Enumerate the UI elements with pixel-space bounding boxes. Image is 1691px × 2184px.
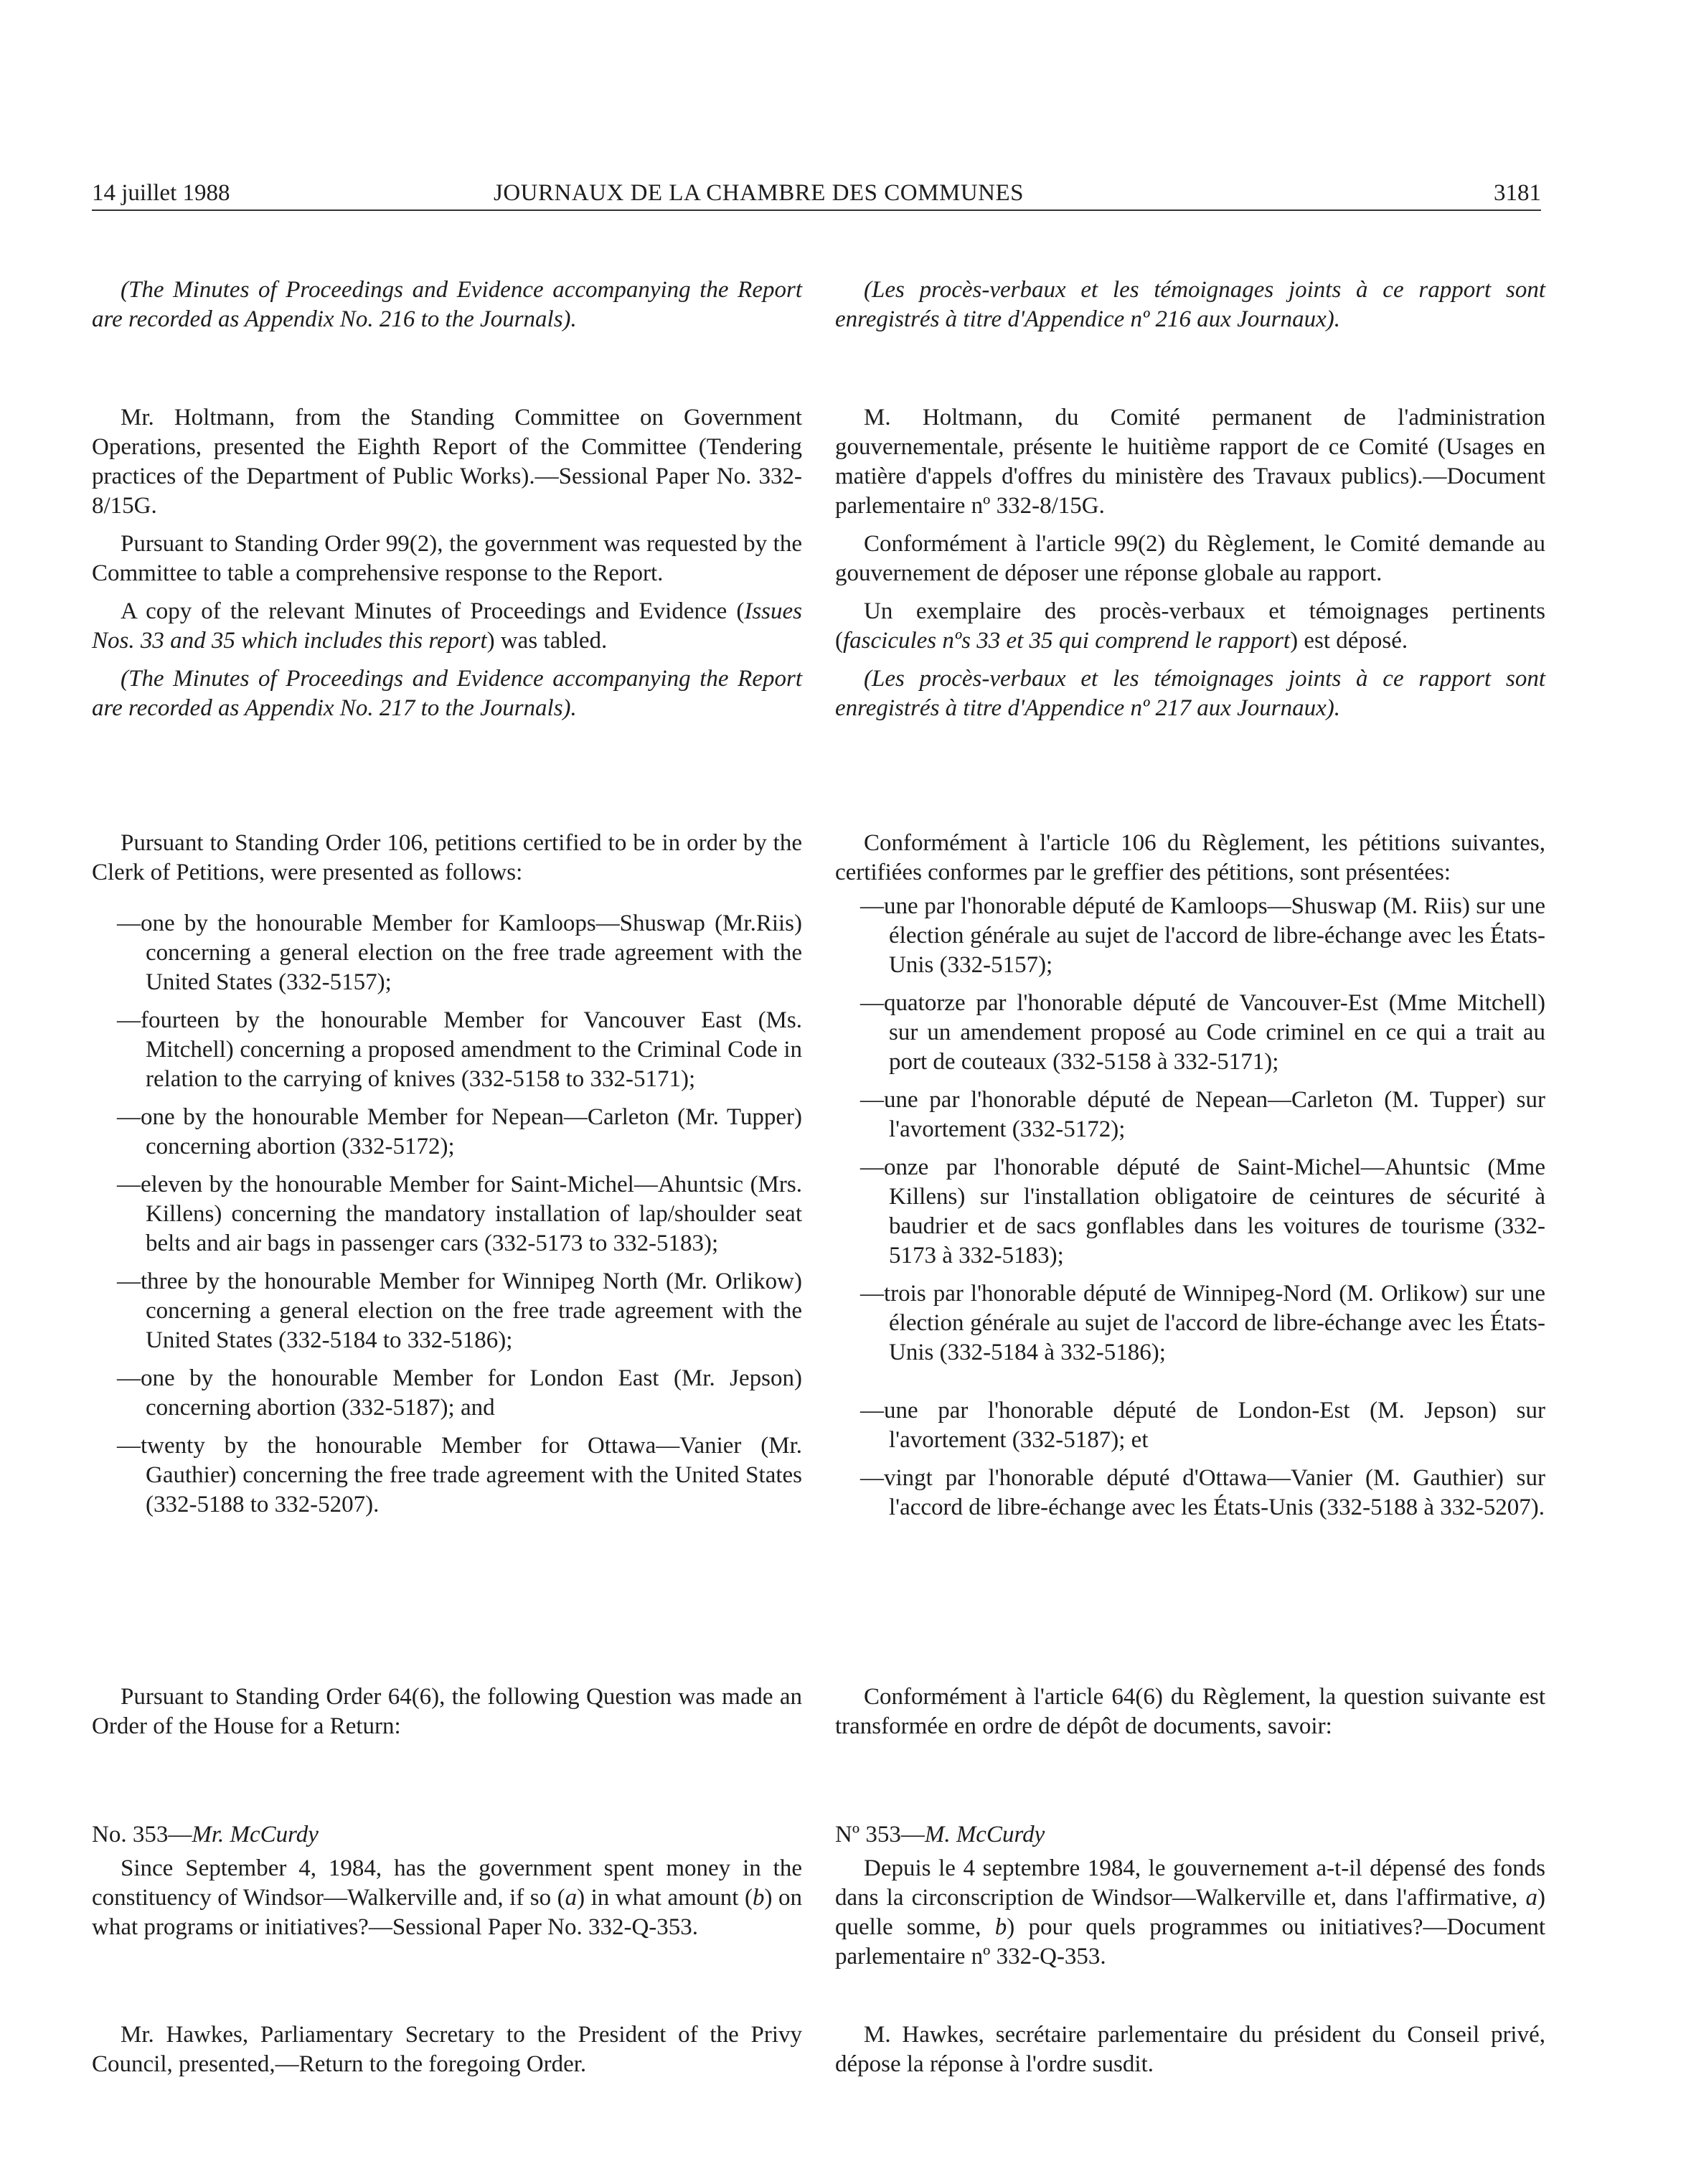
- appendix-216-note-fr: (Les procès-verbaux et les témoignages joints à ce rapport sont enregistrés à titre d'Appendice nº 216 aux Journaux).: [835, 277, 1545, 332]
- header-page-number: 3181: [1494, 180, 1541, 206]
- hawkes-return-paragraph: Mr. Hawkes, Parliamentary Secretary to the President of the Privy Council, presented,—Return to the foregoing Order.: [92, 2022, 802, 2077]
- appendix-217-note: (The Minutes of Proceedings and Evidence accompanying the Report are recorded as Appendix No. 217 to the Journals).: [92, 666, 802, 721]
- question-text-fr: Depuis le 4 septembre 1984, le gouvernement a-t-il dépensé des fonds dans la circonscription de Windsor—Walkerville et, dans l'affirmative, a) quelle somme, b) pour quels programmes ou initiatives?—Document parlementaire nº 332-Q-353.: [835, 1855, 1545, 1969]
- question-heading-fr: Nº 353—M. McCurdy: [835, 1822, 1045, 1848]
- petitions-block-fr: [835, 829, 1545, 1522]
- appendix-217-note-fr: (Les procès-verbaux et les témoignages joints à ce rapport sont enregistrés à titre d'Appendice nº 217 aux Journaux).: [835, 666, 1545, 721]
- petition-item-fr: —trois par l'honorable député de Winnipeg-Nord (M. Orlikow) sur une élection générale au sujet de l'accord de libre-échange avec les États-Unis (332-5184 à 332-5186);: [860, 1281, 1545, 1365]
- petition-item: —one by the honourable Member for Kamloops—Shuswap (Mr.Riis) concerning a general election on the free trade agreement with the United States (332-5157);: [117, 910, 802, 995]
- petitions-block: [92, 829, 802, 1520]
- petitions-intro: Pursuant to Standing Order 106, petitions certified to be in order by the Clerk of Petitions, were presented as follows:: [92, 830, 802, 885]
- petition-item: —one by the honourable Member for Nepean—Carleton (Mr. Tupper) concerning abortion (332-5172);: [117, 1104, 802, 1159]
- page-header: [92, 176, 1541, 211]
- tabled-copy-paragraph-fr: Un exemplaire des procès-verbaux et témoignages pertinents (fascicules nºs 33 et 35 qui comprend le rapport) est déposé.: [835, 598, 1545, 654]
- question-text: Since September 4, 1984, has the government spent money in the constituency of Windsor—Walkerville and, if so (a) in what amount (b) on what programs or initiatives?—Sessional Paper No. 332-Q-353.: [92, 1855, 802, 1940]
- petition-item-fr: —quatorze par l'honorable député de Vancouver-Est (Mme Mitchell) sur un amendement proposé au Code criminel en ce qui a trait au port de couteaux (332-5158 à 332-5171);: [860, 990, 1545, 1075]
- petition-item-fr: —vingt par l'honorable député d'Ottawa—Vanier (M. Gauthier) sur l'accord de libre-échange avec les États-Unis (332-5188 à 332-5207).: [860, 1465, 1545, 1520]
- petition-item: —eleven by the honourable Member for Saint-Michel—Ahuntsic (Mrs. Killens) concerning the mandatory installation of lap/shoulder seat belts and air bags in passenger cars (332-5173 to 332-5183);: [117, 1172, 802, 1256]
- header-date: 14 juillet 1988: [92, 180, 230, 206]
- petition-item: —fourteen by the honourable Member for Vancouver East (Ms. Mitchell) concerning a proposed amendment to the Criminal Code in relation to the carrying of knives (332-5158 to 332-5171);: [117, 1007, 802, 1092]
- header-title: JOURNAUX DE LA CHAMBRE DES COMMUNES: [494, 180, 1024, 206]
- standing-order-64-paragraph: Pursuant to Standing Order 64(6), the following Question was made an Order of the House for a Return:: [92, 1684, 802, 1739]
- petitions-intro-fr: Conformément à l'article 106 du Règlement, les pétitions suivantes, certifiées conformes par le greffier des pétitions, sont présentées:: [835, 830, 1545, 885]
- petition-item-fr: —une par l'honorable député de London-Est (M. Jepson) sur l'avortement (332-5187); et: [860, 1398, 1545, 1453]
- question-353-fr: [835, 1820, 1545, 1972]
- hawkes-return-paragraph-fr: M. Hawkes, secrétaire parlementaire du président du Conseil privé, dépose la réponse à l'ordre susdit.: [835, 2022, 1545, 2077]
- petition-item-fr: —une par l'honorable député de Kamloops—Shuswap (M. Riis) sur une élection générale au sujet de l'accord de libre-échange avec les États-Unis (332-5157);: [860, 893, 1545, 978]
- petition-item: —three by the honourable Member for Winnipeg North (Mr. Orlikow) concerning a general election on the free trade agreement with the United States (332-5184 to 332-5186);: [117, 1268, 802, 1353]
- petition-item-fr: —une par l'honorable député de Nepean—Carleton (M. Tupper) sur l'avortement (332-5172);: [860, 1087, 1545, 1142]
- holtmann-block: [92, 403, 802, 723]
- holtmann-block-fr: [835, 403, 1545, 723]
- holtmann-report-paragraph: Mr. Holtmann, from the Standing Committee on Government Operations, presented the Eighth Report of the Committee (Tendering practices of the Department of Public Works).—Sessional Paper No. 332-8/15G.: [92, 405, 802, 519]
- petition-item: —one by the honourable Member for London East (Mr. Jepson) concerning abortion (332-5187); and: [117, 1365, 802, 1421]
- question-heading: No. 353—Mr. McCurdy: [92, 1822, 319, 1848]
- appendix-216-note: (The Minutes of Proceedings and Evidence accompanying the Report are recorded as Appendix No. 216 to the Journals).: [92, 277, 802, 332]
- holtmann-report-paragraph-fr: M. Holtmann, du Comité permanent de l'administration gouvernementale, présente le huitième rapport de ce Comité (Usages en matière d'appels d'offres du ministère des Travaux publics).—Document parlementaire nº 332-8/15G.: [835, 405, 1545, 519]
- tabled-copy-paragraph: A copy of the relevant Minutes of Proceedings and Evidence (Issues Nos. 33 and 35 which includes this report) was tabled.: [92, 598, 802, 654]
- standing-order-64-paragraph-fr: Conformément à l'article 64(6) du Règlement, la question suivante est transformée en ordre de dépôt de documents, savoir:: [835, 1684, 1545, 1739]
- standing-order-99-paragraph-fr: Conformément à l'article 99(2) du Règlement, le Comité demande au gouvernement de déposer une réponse globale au rapport.: [835, 531, 1545, 586]
- question-353: [92, 1820, 802, 1942]
- petition-item: —twenty by the honourable Member for Ottawa—Vanier (Mr. Gauthier) concerning the free trade agreement with the United States (332-5188 to 332-5207).: [117, 1433, 802, 1517]
- petition-item-fr: —onze par l'honorable député de Saint-Michel—Ahuntsic (Mme Killens) sur l'installation obligatoire de ceintures de sécurité à baudrier et de sacs gonflables dans les voitures de tourisme (332-5173 à 332-5183);: [860, 1154, 1545, 1268]
- standing-order-99-paragraph: Pursuant to Standing Order 99(2), the government was requested by the Committee to table a comprehensive response to the Report.: [92, 531, 802, 586]
